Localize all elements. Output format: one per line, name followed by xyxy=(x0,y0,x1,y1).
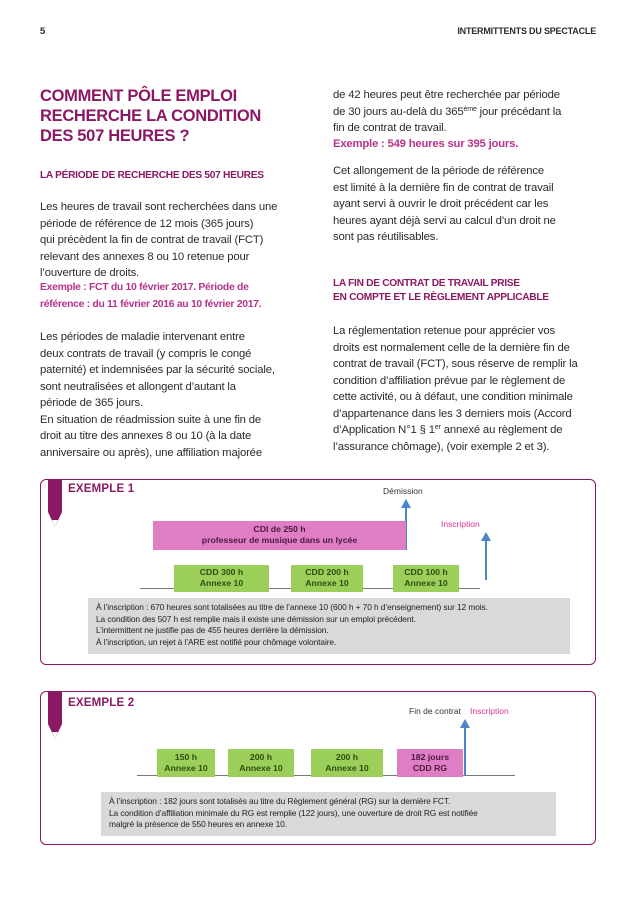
text-line: condition d’affiliation prévue par le règlement de xyxy=(333,374,566,387)
paragraph-sickness xyxy=(40,329,325,461)
running-title: INTERMITTENTS DU SPECTACLE xyxy=(457,26,596,36)
text-line: qui précèdent la fin de contrat de travail (FCT) xyxy=(40,234,264,246)
hours-bar xyxy=(228,749,294,777)
text-line: l’ouverture de droits. xyxy=(40,267,140,279)
text-line: sont neutralisées et allongent d’autant la xyxy=(40,380,236,393)
cdi-bar xyxy=(153,521,406,550)
bar-label: Annexe 10 xyxy=(164,763,208,773)
example-hours: Exemple : 549 heures sur 395 jours. xyxy=(333,138,519,150)
bar-label: Annexe 10 xyxy=(404,578,448,588)
paragraph-majored-affiliation xyxy=(333,87,603,137)
demission-arrow-icon xyxy=(401,499,411,508)
text-line: ayant servi à ouvrir le droit précédent car les xyxy=(333,198,549,210)
text-line: Les heures de travail sont recherchées dans une xyxy=(40,201,278,213)
note-line: La condition d’affiliation minimale du RG est remplie (122 jours), une ouverture de droit RG est notifiée xyxy=(109,807,478,818)
text-line: deux contrats de travail (y compris le congé xyxy=(40,347,252,360)
text-line: En situation de réadmission suite à une fin de xyxy=(40,413,262,426)
cdd-bar xyxy=(291,565,363,592)
bar-label: 182 jours xyxy=(410,752,450,762)
fin-contrat-arrow-icon xyxy=(460,719,470,728)
text-line: de 30 jours au-delà du 365ème jour précédant la xyxy=(333,105,562,118)
text-line: droits est normalement celle de la dernière fin de xyxy=(333,341,570,354)
note-line: malgré la présence de 550 heures en annexe 10. xyxy=(109,819,287,829)
example-1-note xyxy=(88,598,570,654)
example-reference-period xyxy=(40,280,330,313)
cdd-rg-bar xyxy=(397,749,463,777)
text-line: droit au titre des annexes 8 ou 10 (à la date xyxy=(40,430,252,442)
bar-label: 200 h xyxy=(335,752,359,762)
bar-label: Annexe 10 xyxy=(305,578,349,588)
text-line: de 42 heures peut être recherchée par période xyxy=(333,89,560,101)
text-line: La réglementation retenue pour apprécier vos xyxy=(333,325,555,337)
demission-label: Démission xyxy=(383,486,423,496)
note-line: La condition des 507 h est remplie mais il existe une démission sur un emploi précédent. xyxy=(96,613,416,624)
text-line: Les périodes de maladie intervenant entre xyxy=(40,331,245,343)
note-line: À l’inscription, un rejet à l’ARE est notifié pour chômage volontaire. xyxy=(96,636,337,647)
section-subtitle-fct xyxy=(333,277,549,305)
inscription-label: Inscription xyxy=(441,519,480,529)
fin-contrat-label: Fin de contrat xyxy=(409,706,461,716)
text-line: anniversaire ou après), une affiliation majorée xyxy=(40,446,262,459)
text-line: cette activité, ou à défaut, une condition minimale xyxy=(333,391,573,403)
cdd-bar xyxy=(174,565,269,592)
inscription-arrow-icon xyxy=(481,532,491,541)
text-line: relevant des annexes 8 ou 10 retenue pour xyxy=(40,250,250,263)
pencil-icon xyxy=(40,479,70,529)
bar-label: CDD 200 h xyxy=(305,567,349,577)
example-2-title: EXEMPLE 2 xyxy=(68,697,135,709)
paragraph-extension xyxy=(333,163,603,246)
text-line: paternité) et indemnisées par la sécurité sociale, xyxy=(40,364,275,376)
bar-label: 200 h xyxy=(249,752,273,762)
subtitle-line: LA FIN DE CONTRAT DE TRAVAIL PRISE xyxy=(333,278,520,289)
pencil-icon xyxy=(40,691,70,741)
text-line: période de référence de 12 mois (365 jours) xyxy=(40,217,254,230)
example-2-note xyxy=(101,792,556,836)
page-number: 5 xyxy=(40,26,46,37)
text-line: période de 365 jours. xyxy=(40,397,143,409)
page-title xyxy=(40,86,300,146)
text-line: Cet allongement de la période de référence xyxy=(333,165,544,177)
bar-label: CDD RG xyxy=(412,763,448,773)
cdd-bar xyxy=(393,565,459,592)
title-line: DES 507 HEURES ? xyxy=(40,127,190,145)
text-line: référence : du 11 février 2016 au 10 février 2017. xyxy=(40,298,262,310)
paragraph-regulation xyxy=(333,323,608,455)
text-line: fin de contrat de travail. xyxy=(333,122,447,134)
note-line: À l’inscription : 670 heures sont totalisées au titre de l’annexe 10 (600 h + 70 h d’enseignement) sur 12 mois. xyxy=(96,602,488,612)
bar-label: CDI de 250 h xyxy=(253,524,306,534)
text-line: heures ayant déjà servi au calcul d’un droit ne xyxy=(333,214,556,227)
section-subtitle: LA PÉRIODE DE RECHERCHE DES 507 HEURES xyxy=(40,170,264,181)
text-line: d’Application N°1 § 1er annexé au règlement de xyxy=(333,424,563,436)
bar-label: professeur de musique dans un lycée xyxy=(201,535,358,545)
text-line: contrat de travail (FCT), sous réserve de remplir la xyxy=(333,358,578,370)
bar-label: 150 h xyxy=(174,752,198,762)
inscription-label-2: Inscription xyxy=(470,706,509,716)
title-line: RECHERCHE LA CONDITION xyxy=(40,107,262,125)
text-line: l’assurance chômage), (voir exemple 2 et 3). xyxy=(333,440,550,453)
text-line: sont pas réutilisables. xyxy=(333,231,439,243)
note-line: L’intermittent ne justifie pas de 455 heures derrière la démission. xyxy=(96,625,329,635)
bar-label: Annexe 10 xyxy=(239,763,283,773)
bar-label: CDD 300 h xyxy=(199,567,244,577)
note-line: À l’inscription : 182 jours sont totalisés au titre du Règlement général (RG) sur la dernière FCT. xyxy=(109,796,451,806)
subtitle-line: EN COMPTE ET LE RÈGLEMENT APPLICABLE xyxy=(333,292,549,303)
bar-label: CDD 100 h xyxy=(404,567,448,577)
hours-bar xyxy=(157,749,215,777)
text-line: d’appartenance dans les 3 derniers mois (Accord xyxy=(333,407,572,420)
text-line: est limité à la dernière fin de contrat de travail xyxy=(333,181,554,194)
paragraph-reference-period xyxy=(40,199,320,282)
example-1-title: EXEMPLE 1 xyxy=(68,483,135,495)
bar-label: Annexe 10 xyxy=(199,578,244,588)
text-line: Exemple : FCT du 10 février 2017. Période de xyxy=(40,282,249,293)
title-line: COMMENT PÔLE EMPLOI xyxy=(40,87,237,105)
hours-bar xyxy=(311,749,383,777)
bar-label: Annexe 10 xyxy=(325,763,369,773)
